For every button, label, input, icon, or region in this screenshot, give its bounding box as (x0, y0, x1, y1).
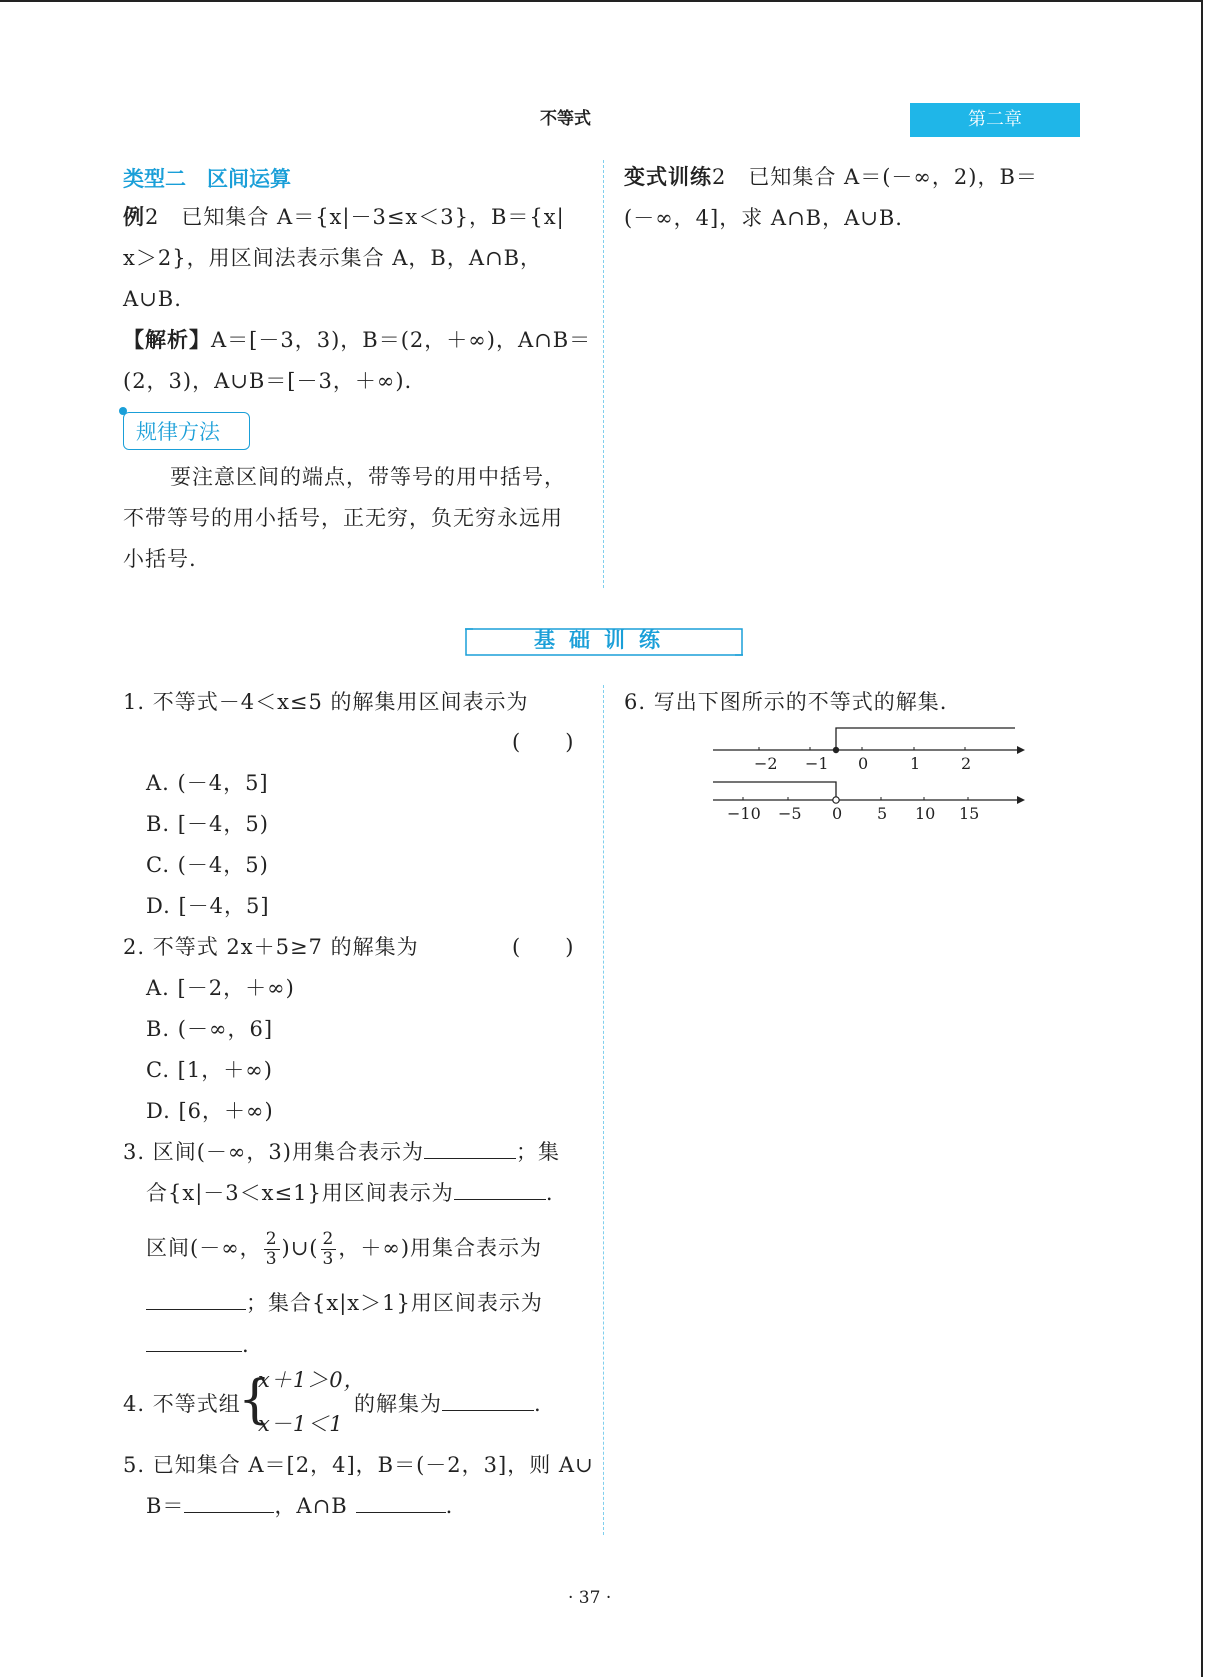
example-2-text: 2 已知集合 A＝{x|－3≤x＜3}，B＝{x| (145, 205, 565, 229)
number-line-1-tick-label: 2 (961, 754, 972, 773)
type-heading: 类型二 区间运算 (123, 167, 291, 191)
q3-blank-1 (424, 1140, 516, 1159)
q1-option-d: D. [－4，5] (146, 894, 270, 918)
column-divider-top (603, 160, 604, 588)
q3-text-2b: . (545, 1181, 554, 1205)
variant-training-line-1 (624, 157, 1038, 197)
q1-option-a: A. (－4，5] (146, 771, 269, 795)
fraction-denominator: 3 (322, 1249, 335, 1269)
number-line-2-tick-label: 5 (877, 804, 888, 823)
number-line-2-tick-label: 0 (832, 804, 843, 823)
section-banner (465, 625, 743, 657)
q3-text-1b: ；集 (515, 1140, 560, 1164)
q3-blank-3 (146, 1291, 246, 1310)
q5-line-1: 5. 已知集合 A＝[2，4]，B＝(－2，3]，则 A∪ (123, 1453, 594, 1477)
rule-line-3: 小括号. (123, 547, 197, 571)
q2-stem: 2. 不等式 2x＋5≥7 的解集为 (123, 935, 419, 959)
q6-stem: 6. 写出下图所示的不等式的解集. (624, 690, 948, 714)
q1-stem: 1. 不等式－4＜x≤5 的解集用区间表示为 (123, 690, 529, 714)
solution-line-2: (2，3)，A∪B＝[－3，＋∞). (123, 369, 413, 393)
number-line-1-tick-label: 1 (910, 754, 921, 773)
number-line-1-tick-label: −1 (805, 754, 829, 773)
q2-answer-paren: ( ) (512, 935, 575, 959)
q2-option-d: D. [6，＋∞) (146, 1099, 274, 1123)
rule-method-box: 规律方法 (123, 412, 250, 450)
q5-blank-2 (356, 1494, 446, 1513)
number-line-1-tick-label: −2 (754, 754, 778, 773)
q3-text-1a: 3. 区间(－∞，3)用集合表示为 (123, 1140, 424, 1164)
q3-line-2 (146, 1173, 554, 1213)
q3-text-2a: 合{x|－3＜x≤1}用区间表示为 (146, 1181, 454, 1205)
q1-option-c: C. (－4，5) (146, 853, 269, 877)
number-line-1-closed-endpoint (833, 747, 839, 753)
q3-line-5 (146, 1325, 250, 1365)
example-label: 例 (123, 205, 145, 229)
q3-blank-2 (454, 1181, 546, 1200)
number-line-2-tick-label: 15 (959, 804, 980, 823)
q3-fraction-1 (264, 1230, 280, 1269)
q3-text-3c: ，＋∞)用集合表示为 (338, 1236, 543, 1260)
number-line-2-open-endpoint (833, 797, 839, 803)
rule-line-2: 不带等号的用小括号，正无穷，负无穷永远用 (123, 506, 563, 530)
fraction-denominator: 3 (265, 1249, 278, 1269)
q5-text-2b: ，A∩B (274, 1494, 348, 1518)
number-line-1-tick-label: 0 (858, 754, 869, 773)
q4-inequality-2: x－1＜1 (258, 1412, 344, 1436)
number-line-2-tick-label: −5 (778, 804, 802, 823)
q3-fraction-2 (321, 1230, 337, 1269)
q5-blank-1 (184, 1494, 274, 1513)
q5-text-2a: B＝ (146, 1494, 185, 1518)
example-2-line-1 (123, 197, 565, 237)
rule-line-1: 要注意区间的端点，带等号的用中括号， (170, 465, 566, 489)
number-line-2-solution-ray (713, 782, 836, 797)
number-line-2-arrow-icon (1017, 796, 1025, 804)
page-number: · 37 · (568, 1588, 612, 1608)
q3-text-5a: . (242, 1333, 250, 1357)
q4-prefix: 4. 不等式组 (123, 1392, 241, 1416)
q3-blank-4 (146, 1333, 242, 1352)
q2-option-b: B. (－∞，6] (146, 1017, 274, 1041)
q4-suffix (354, 1384, 542, 1424)
q3-text-3b: )∪( (281, 1236, 319, 1260)
variant-training-line-2: (－∞，4]，求 A∩B，A∪B. (624, 206, 903, 230)
section-title: 基础训练 (534, 628, 674, 652)
solution-line-1 (123, 320, 591, 360)
number-line-2-tick-label: 10 (915, 804, 936, 823)
q4-inequality-1: x＋1＞0， (258, 1368, 366, 1392)
q4-blank (442, 1392, 534, 1411)
solution-text: A＝[－3，3)，B＝(2，＋∞)，A∩B＝ (211, 328, 592, 352)
fraction-numerator: 2 (265, 1229, 278, 1249)
example-2-line-2: x＞2}，用区间法表示集合 A，B，A∩B， (123, 246, 543, 270)
q5-text-2c: . (445, 1494, 454, 1518)
q4-suffix-text: 的解集为 (354, 1392, 442, 1416)
q1-answer-paren: ( ) (512, 730, 575, 754)
number-line-1-arrow-icon (1017, 746, 1025, 754)
q6-number-lines-figure (705, 720, 1025, 830)
fraction-numerator: 2 (322, 1229, 335, 1249)
q3-text-3a: 区间(－∞， (146, 1236, 262, 1260)
number-line-2-tick-label: −10 (727, 804, 761, 823)
q4-end: . (534, 1392, 542, 1416)
running-header-title: 不等式 (540, 109, 591, 129)
q3-line-3 (146, 1226, 542, 1270)
q3-line-4 (146, 1283, 543, 1323)
variant-training-label: 变式训练 (624, 165, 712, 189)
number-line-1-solution-ray (836, 728, 1015, 750)
variant-training-text: 2 已知集合 A＝(－∞，2)，B＝ (712, 165, 1038, 189)
q2-option-c: C. [1，＋∞) (146, 1058, 273, 1082)
q3-line-1 (123, 1132, 560, 1172)
example-2-line-3: A∪B. (123, 287, 182, 311)
q4-left-brace: { (238, 1370, 272, 1430)
solution-label: 【解析】 (123, 328, 211, 352)
column-divider-bottom (603, 685, 604, 1535)
q1-option-b: B. [－4，5) (146, 812, 269, 836)
q5-line-2 (146, 1486, 453, 1526)
q2-option-a: A. [－2，＋∞) (146, 976, 295, 1000)
chapter-tab: 第二章 (910, 103, 1080, 137)
q3-text-4a: ；集合{x|x＞1}用区间表示为 (246, 1291, 543, 1315)
